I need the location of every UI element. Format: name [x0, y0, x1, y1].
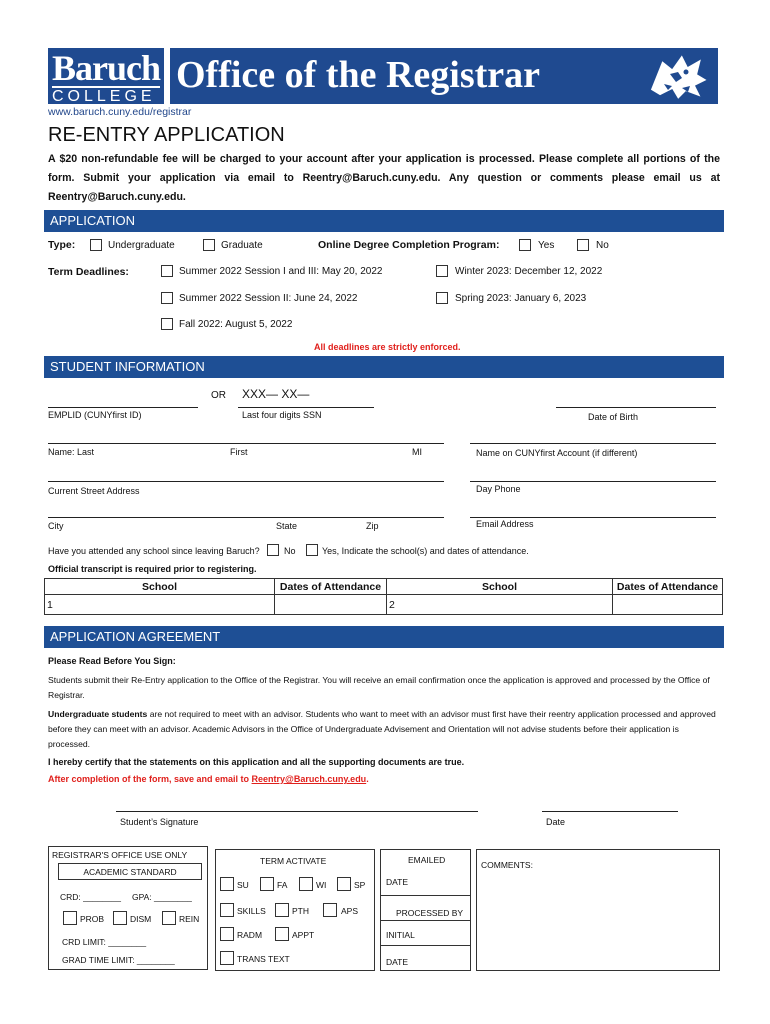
dates-cell-2[interactable] [613, 595, 723, 615]
radm-label: RADM [237, 930, 263, 940]
term-fall-checkbox[interactable] [161, 318, 173, 330]
attended-question: Have you attended any school since leaving Baruch? [48, 546, 260, 556]
processed-by-label: PROCESSED BY [396, 908, 464, 918]
aps-checkbox[interactable] [323, 903, 337, 917]
emailed-date-label: DATE [386, 877, 409, 887]
dob-line[interactable] [556, 407, 716, 408]
attended-yes-label: Yes, Indicate the school(s) and dates of attendance. [322, 546, 529, 556]
school-cell-1[interactable] [45, 595, 275, 615]
row-number-1: 1 [47, 598, 53, 611]
signature-date-label: Date [546, 817, 566, 827]
logo-college-word: COLLEGE [52, 86, 160, 106]
rein-label: REIN [179, 914, 200, 924]
wi-checkbox[interactable] [299, 877, 313, 891]
term-summer1-label: Summer 2022 Session I and III: May 20, 2022 [179, 266, 383, 277]
read-before-heading: Please Read Before You Sign: [48, 656, 176, 666]
online-no-label: No [596, 240, 609, 251]
ssn-label: Last four digits SSN [242, 410, 322, 420]
comments-label: COMMENTS: [481, 860, 533, 870]
cunyfirst-name-label: Name on CUNYfirst Account (if different) [476, 448, 638, 458]
email-line[interactable] [470, 517, 716, 518]
certify-statement: I hereby certify that the statements on this application and all the supporting documents are true. [48, 757, 465, 767]
academic-standard-label: ACADEMIC STANDARD [58, 863, 202, 880]
gpa-field[interactable]: GPA: ________ [132, 892, 192, 902]
dates-header-1: Dates of Attendance [275, 579, 387, 595]
wi-label: WI [316, 880, 327, 890]
sp-label: SP [354, 880, 366, 890]
zip-label: Zip [366, 521, 379, 531]
intro-paragraph: A $20 non-refundable fee will be charged to your account after your application is processed. Please complete all portions of the form. Submit your application via email to Reentry@Baruch.cuny.edu. Any question or comments please email us at Reentry@Baruch.cuny.edu. [48, 153, 720, 203]
term-spring-checkbox[interactable] [436, 292, 448, 304]
grad-time-limit-field[interactable]: GRAD TIME LIMIT: ________ [62, 955, 175, 965]
transcript-note: Official transcript is required prior to registering. [48, 564, 257, 574]
logo-baruch-word: Baruch [52, 48, 161, 88]
dism-checkbox[interactable] [113, 911, 127, 925]
dob-label: Date of Birth [588, 412, 639, 422]
sp-checkbox[interactable] [337, 877, 351, 891]
prob-checkbox[interactable] [63, 911, 77, 925]
trans-text-checkbox[interactable] [220, 951, 234, 965]
graduate-label: Graduate [221, 240, 263, 251]
crd-field[interactable]: CRD: ________ [60, 892, 121, 902]
signature-label: Student’s Signature [120, 817, 199, 827]
city-label: City [48, 521, 64, 531]
online-no-checkbox[interactable] [577, 239, 589, 251]
su-label: SU [237, 880, 249, 890]
deadline-note: All deadlines are strictly enforced. [314, 342, 461, 352]
phone-line[interactable] [470, 481, 716, 482]
online-degree-label: Online Degree Completion Program: [318, 239, 500, 251]
pth-checkbox[interactable] [275, 903, 289, 917]
term-winter-label: Winter 2023: December 12, 2022 [455, 266, 603, 277]
term-spring-label: Spring 2023: January 6, 2023 [455, 293, 587, 304]
term-summer2-label: Summer 2022 Session II: June 24, 2022 [179, 293, 358, 304]
agreement-section-bar: APPLICATION AGREEMENT [44, 626, 724, 648]
baruch-logo [48, 48, 164, 104]
su-checkbox[interactable] [220, 877, 234, 891]
street-label: Current Street Address [48, 486, 140, 496]
first-name-label: First [230, 447, 248, 457]
city-line[interactable] [48, 517, 444, 518]
school-header-1: School [45, 579, 275, 595]
dism-label: DISM [130, 914, 152, 924]
emailed-label: EMAILED [408, 855, 446, 865]
street-line[interactable] [48, 481, 444, 482]
dates-header-2: Dates of Attendance [613, 579, 723, 595]
ssn-mask: XXX— XX— [242, 387, 310, 401]
skills-label: SKILLS [237, 906, 266, 916]
online-yes-checkbox[interactable] [519, 239, 531, 251]
row-number-2: 2 [389, 598, 395, 611]
after-completion-note [48, 774, 369, 784]
school-cell-2[interactable] [387, 595, 613, 615]
name-line[interactable] [48, 443, 444, 444]
ssn-line[interactable] [238, 407, 374, 408]
dates-cell-1[interactable] [275, 595, 387, 615]
form-title: RE-ENTRY APPLICATION [48, 124, 285, 146]
prob-label: PROB [80, 914, 105, 924]
office-title-banner [170, 48, 718, 104]
term-deadlines-label: Term Deadlines: [48, 266, 129, 278]
office-title: Office of the Registrar [176, 54, 541, 96]
rein-checkbox[interactable] [162, 911, 176, 925]
term-winter-checkbox[interactable] [436, 265, 448, 277]
trans-text-label: TRANS TEXT [237, 954, 290, 964]
agreement-paragraph-1: Students submit their Re-Entry application to the Office of the Registrar. You will receive an email confirmation once the application is approved and processed by the Office of Registrar. [48, 675, 710, 700]
or-label: OR [211, 390, 226, 401]
phone-label: Day Phone [476, 484, 521, 494]
last-name-label: Name: Last [48, 447, 95, 457]
initial-label: INITIAL [386, 930, 415, 940]
attended-yes-checkbox[interactable] [306, 544, 318, 556]
term-activate-label: TERM ACTIVATE [260, 856, 327, 866]
attended-no-checkbox[interactable] [267, 544, 279, 556]
after-completion-end: . [366, 774, 369, 784]
student-info-section-bar: STUDENT INFORMATION [44, 356, 724, 378]
after-completion-text: After completion of the form, save and email to [48, 774, 252, 784]
mi-label: MI [412, 447, 422, 457]
appt-label: APPT [292, 930, 315, 940]
appt-checkbox[interactable] [275, 927, 289, 941]
signature-date-line[interactable] [542, 811, 678, 812]
school-header-2: School [387, 579, 613, 595]
state-label: State [276, 521, 298, 531]
email-label: Email Address [476, 519, 534, 529]
term-summer2-checkbox[interactable] [161, 292, 173, 304]
agreement-paragraph-2 [48, 707, 720, 752]
office-use-title: REGISTRAR'S OFFICE USE ONLY [52, 850, 188, 860]
signature-line[interactable] [116, 811, 478, 812]
undergraduate-label: Undergraduate [108, 240, 175, 251]
cunyfirst-name-line[interactable] [470, 443, 716, 444]
bearcat-mascot-icon [642, 50, 712, 102]
term-fall-label: Fall 2022: August 5, 2022 [179, 319, 293, 330]
radm-checkbox[interactable] [220, 927, 234, 941]
aps-label: APS [341, 906, 359, 916]
emplid-label: EMPLID (CUNYfirst ID) [48, 410, 142, 420]
fa-checkbox[interactable] [260, 877, 274, 891]
school-attendance-table [44, 578, 723, 615]
skills-checkbox[interactable] [220, 903, 234, 917]
agreement-paragraph-2-text: are not required to meet with an advisor. Students who want to meet with an advisor must first have their reentry application processed and approved before they can meet with an advisor. Academic Advisors in the Office of Undergraduate Advisement and Orientation will not advise students before their application is processed. [48, 709, 716, 749]
processed-date-label: DATE [386, 957, 409, 967]
reentry-email-link[interactable]: Reentry@Baruch.cuny.edu [251, 774, 367, 784]
fa-label: FA [277, 880, 288, 890]
type-label: Type: [48, 239, 76, 251]
crd-limit-field[interactable]: CRD LIMIT: ________ [62, 937, 147, 947]
online-yes-label: Yes [538, 240, 555, 251]
pth-label: PTH [292, 906, 309, 916]
undergraduate-checkbox[interactable] [90, 239, 102, 251]
application-section-bar: APPLICATION [44, 210, 724, 232]
attended-no-label: No [284, 546, 296, 556]
emplid-line[interactable] [48, 407, 198, 408]
registrar-url[interactable]: www.baruch.cuny.edu/registrar [48, 106, 192, 118]
term-summer1-checkbox[interactable] [161, 265, 173, 277]
undergraduate-students-bold: Undergraduate students [48, 709, 148, 719]
graduate-checkbox[interactable] [203, 239, 215, 251]
